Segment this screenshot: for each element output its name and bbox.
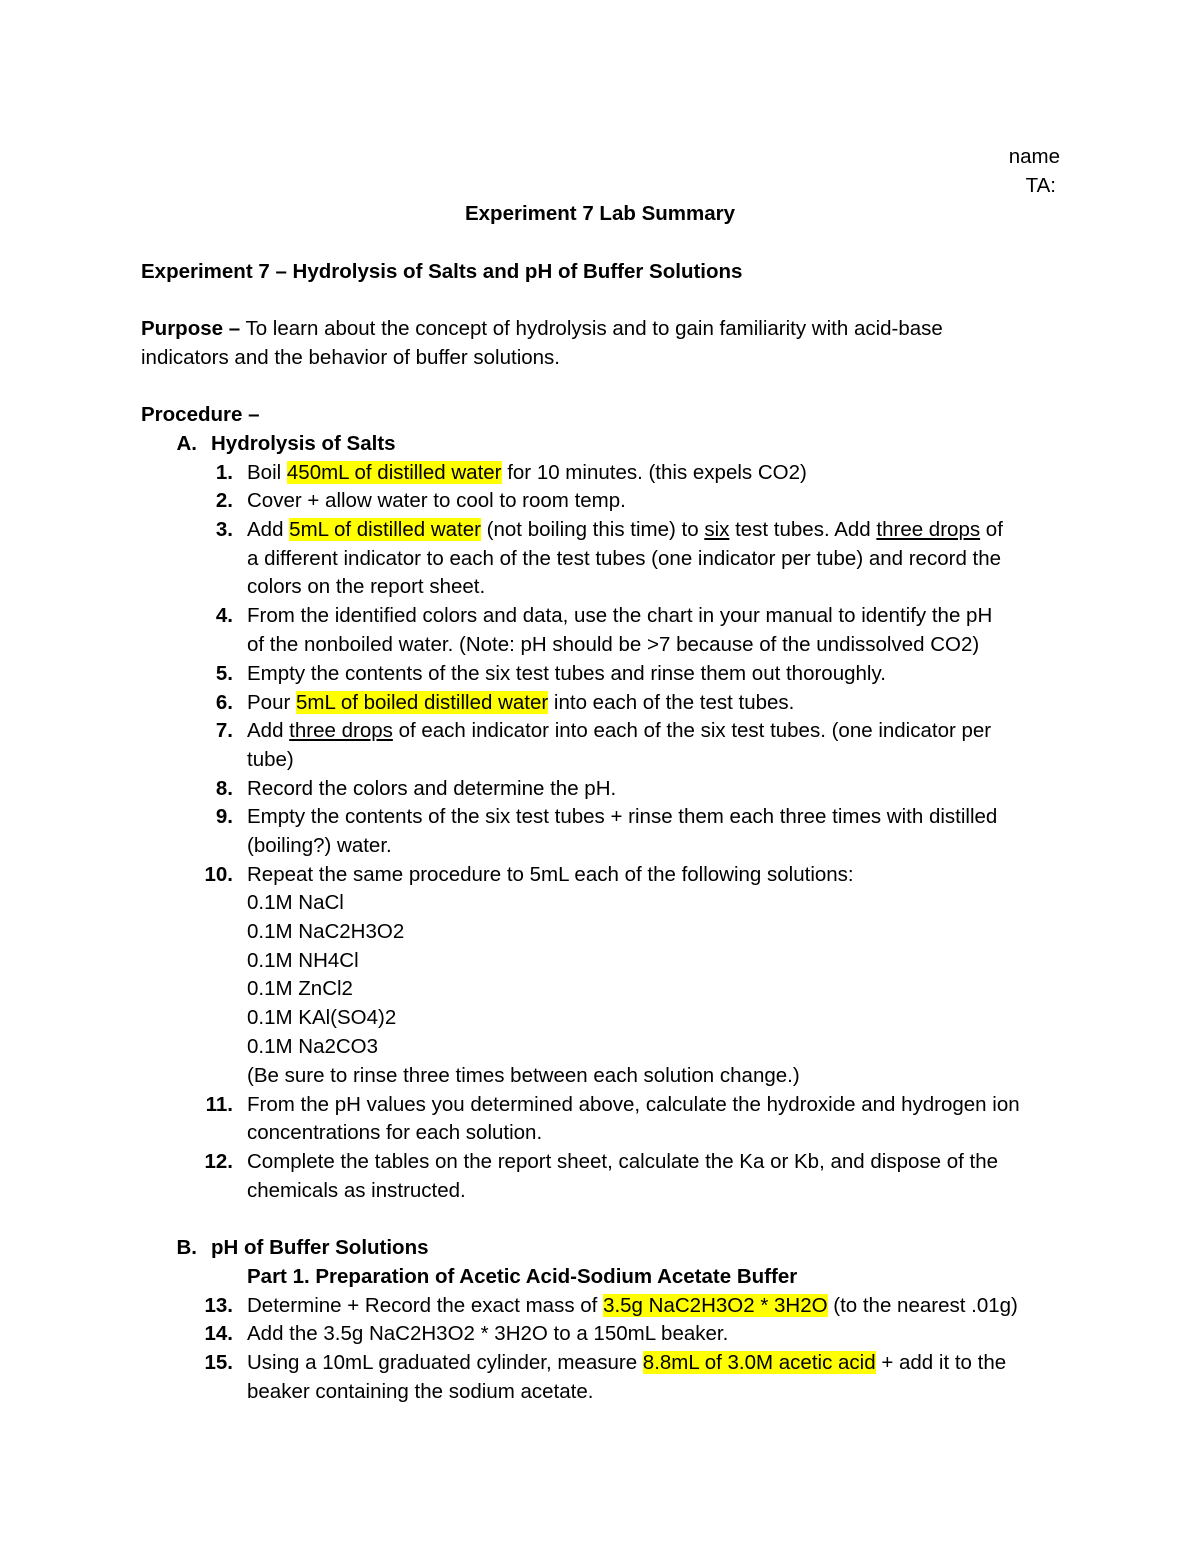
solution-item: 0.1M ZnCl2: [247, 977, 353, 1000]
step-5-number: 5.: [215, 662, 233, 685]
step-12: Complete the tables on the report sheet, calculate the Ka or Kb, and dispose of the: [247, 1150, 999, 1173]
experiment-subtitle: Experiment 7 – Hydrolysis of Salts and pH of Buffer Solutions: [141, 260, 743, 283]
step-2-number: 2.: [215, 489, 233, 512]
step-1: Boil 450mL of distilled water for 10 minutes. (this expels CO2): [247, 461, 807, 484]
solution-item: 0.1M Na2CO3: [247, 1035, 379, 1058]
step-4-line-2: of the nonboiled water. (Note: pH should be >7 because of the undissolved CO2): [247, 633, 980, 656]
step-12-line-2: chemicals as instructed.: [247, 1179, 466, 1202]
step-6-number: 6.: [215, 691, 233, 714]
step-7: Add three drops of each indicator into each of the six test tubes. (one indicator per: [247, 719, 992, 742]
solution-item: 0.1M NH4Cl: [247, 949, 359, 972]
step-9: Empty the contents of the six test tubes + rinse them each three times with distilled: [247, 805, 998, 828]
underline-three-drops: three drops: [876, 518, 981, 541]
purpose-label: Purpose –: [141, 317, 241, 340]
step-9-line-2: (boiling?) water.: [247, 834, 392, 857]
highlight: 3.5g NaC2H3O2 * 3H2O: [603, 1294, 828, 1317]
section-a-title: Hydrolysis of Salts: [211, 432, 396, 455]
step-11: From the pH values you determined above, calculate the hydroxide and hydrogen ion: [247, 1093, 1020, 1116]
step-4-number: 4.: [215, 604, 233, 627]
highlight: 8.8mL of 3.0M acetic acid: [642, 1351, 876, 1374]
step-4: From the identified colors and data, use the chart in your manual to identify the pH: [247, 604, 993, 627]
step-1-number: 1.: [215, 461, 233, 484]
underline-three-drops: three drops: [289, 719, 393, 742]
step-2: Cover + allow water to cool to room temp.: [247, 489, 626, 512]
step-13: Determine + Record the exact mass of 3.5g NaC2H3O2 * 3H2O (to the nearest .01g): [247, 1294, 1018, 1317]
procedure-label: Procedure –: [141, 403, 260, 426]
highlight: 5mL of distilled water: [289, 518, 481, 541]
section-a-letter: A.: [176, 432, 197, 455]
section-b-letter: B.: [176, 1236, 197, 1259]
step-6: Pour 5mL of boiled distilled water into each of the test tubes.: [247, 691, 795, 714]
step-3-line-2: a different indicator to each of the test tubes (one indicator per tube) and record the: [247, 547, 1002, 570]
solution-item: 0.1M KAl(SO4)2: [247, 1006, 397, 1029]
document-title: Experiment 7 Lab Summary: [464, 202, 735, 225]
part-1-title: Part 1. Preparation of Acetic Acid-Sodium Acetate Buffer: [247, 1265, 798, 1288]
underline-six: six: [704, 518, 730, 541]
purpose-line-1: [141, 315, 943, 343]
step-5: Empty the contents of the six test tubes and rinse them out thoroughly.: [247, 662, 886, 685]
step-13-number: 13.: [204, 1294, 233, 1317]
step-15: Using a 10mL graduated cylinder, measure 8.8mL of 3.0M acetic acid + add it to the: [247, 1351, 1007, 1374]
name-label: name: [1008, 145, 1060, 168]
purpose-text: To learn about the concept of hydrolysis and to gain familiarity with acid-base: [245, 317, 943, 340]
solution-item: 0.1M NaCl: [247, 891, 344, 914]
step-3-line-3: colors on the report sheet.: [247, 575, 486, 598]
step-15-number: 15.: [204, 1351, 233, 1374]
solution-item: 0.1M NaC2H3O2: [247, 920, 405, 943]
rinse-note: (Be sure to rinse three times between each solution change.): [247, 1064, 800, 1087]
purpose-line-2: indicators and the behavior of buffer solutions.: [141, 346, 560, 369]
ta-label: TA:: [1025, 174, 1056, 197]
step-8-number: 8.: [215, 777, 233, 800]
step-7-number: 7.: [215, 719, 233, 742]
highlight: 450mL of distilled water: [286, 461, 502, 484]
step-12-number: 12.: [204, 1150, 233, 1173]
step-3: Add 5mL of distilled water (not boiling this time) to six test tubes. Add three drops of: [247, 518, 1003, 541]
step-14: Add the 3.5g NaC2H3O2 * 3H2O to a 150mL beaker.: [247, 1322, 729, 1345]
section-b-title: pH of Buffer Solutions: [211, 1236, 429, 1259]
step-8: Record the colors and determine the pH.: [247, 777, 617, 800]
step-11-number: 11.: [205, 1093, 233, 1116]
step-14-number: 14.: [204, 1322, 233, 1345]
highlight: 5mL of boiled distilled water: [296, 691, 549, 714]
step-10-number: 10.: [204, 863, 233, 886]
step-10: Repeat the same procedure to 5mL each of the following solutions:: [247, 863, 854, 886]
step-3-number: 3.: [215, 518, 233, 541]
step-7-line-2: tube): [247, 748, 294, 771]
step-11-line-2: concentrations for each solution.: [247, 1121, 543, 1144]
step-15-line-2: beaker containing the sodium acetate.: [247, 1380, 594, 1403]
step-9-number: 9.: [215, 805, 233, 828]
